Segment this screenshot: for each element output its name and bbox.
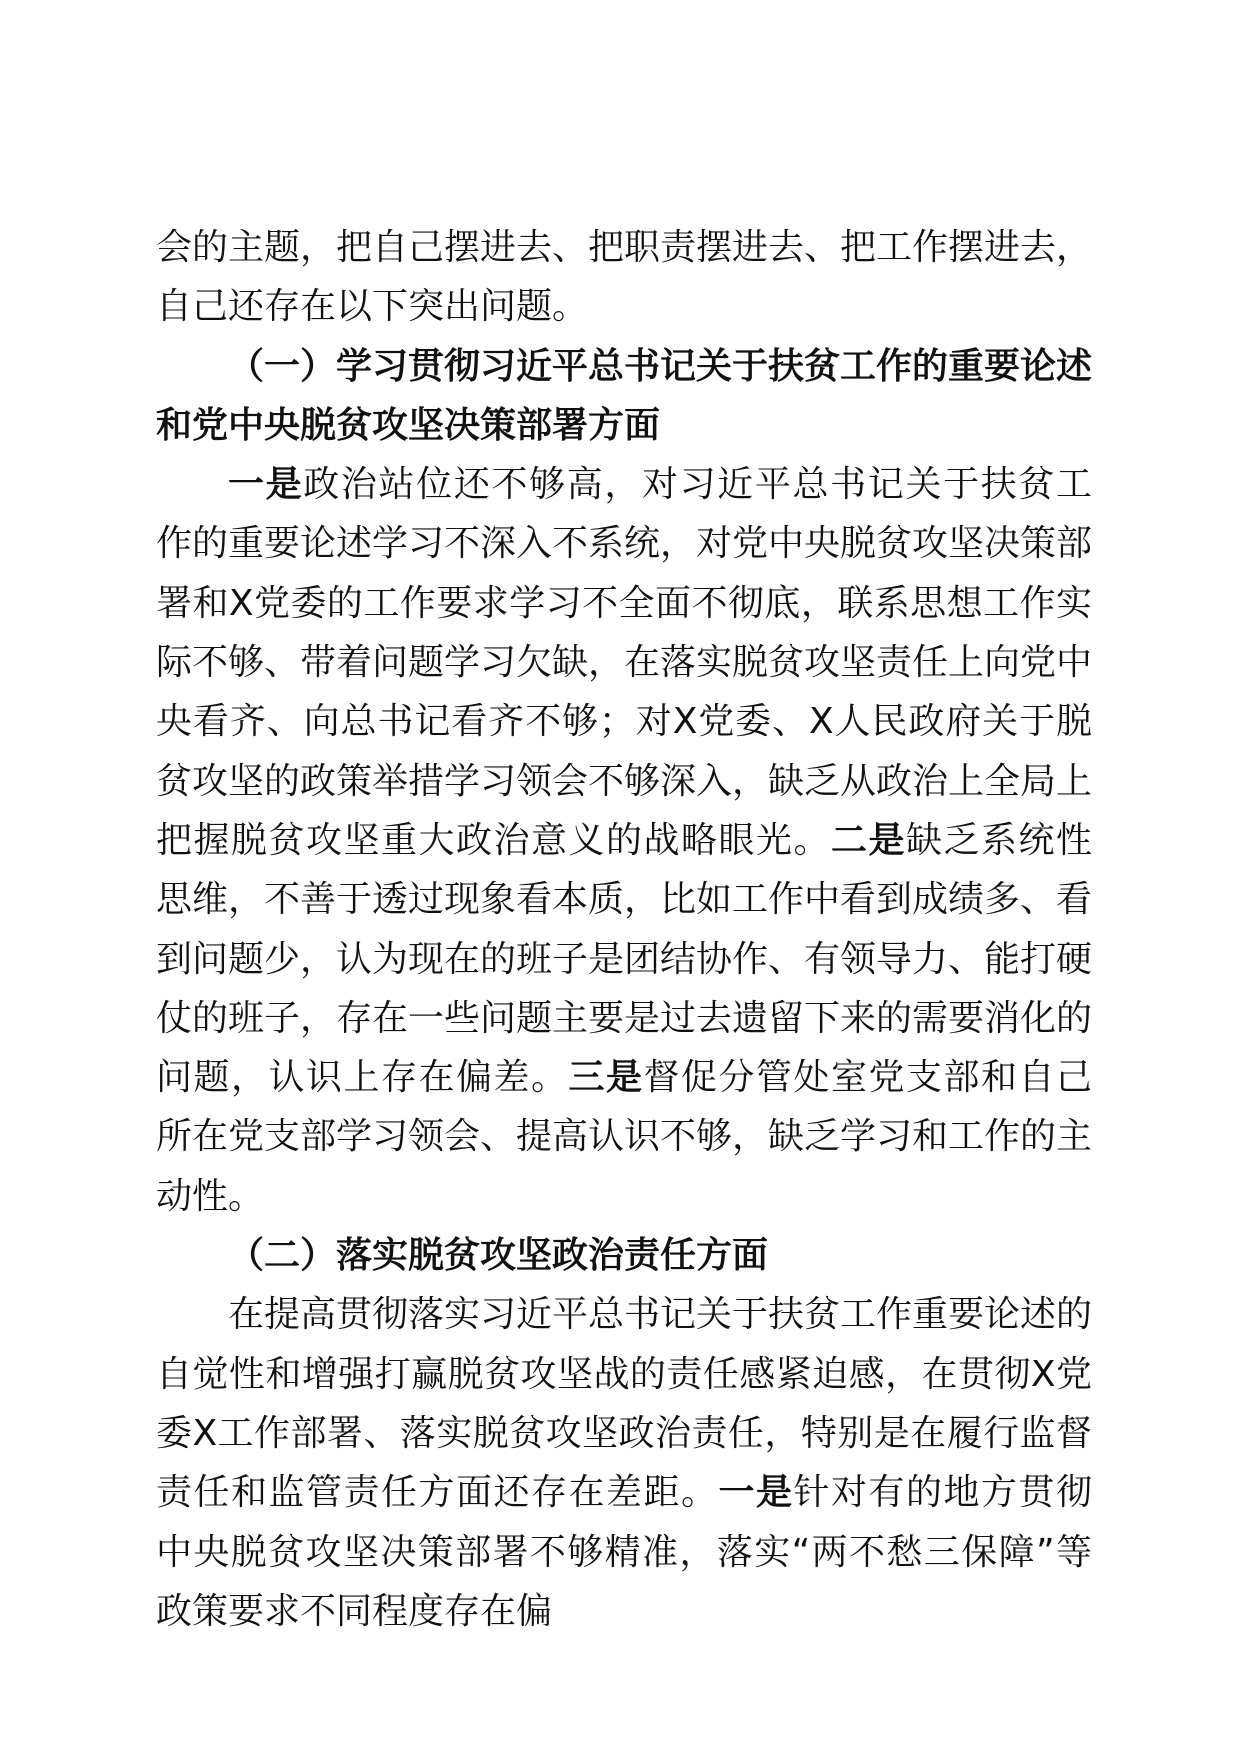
paragraph-section-2 — [156, 1285, 1092, 1641]
point-text-1: 政治站位还不够高，对习近平总书记关于扶贫工作的重要论述学习不深入不系统，对党中央脱贫攻坚决策部署和X党委的工作要求学习不全面不彻底，联系思想工作实际不够、带着问题学习欠缺，在落实脱贫攻坚责任上向党中央看齐、向总书记看齐不够；对X党委、X人民政府关于脱贫攻坚的政策举措学习领会不够深入，缺乏从政治上全局上把握脱贫攻坚重大政治意义的战略眼光。 — [156, 464, 1093, 861]
section-2-text-1: 在提高贯彻落实习近平总书记关于扶贫工作重要论述的自觉性和增强打赢脱贫攻坚战的责任感紧迫感，在贯彻X党委X工作部署、落实脱贫攻坚政治责任，特别是在履行监督责任和监管责任方面还存在差距。 — [156, 1294, 1093, 1514]
paragraph-intro-text: 会的主题，把自己摆进去、把职责摆进去、把工作摆进去，自己还存在以下突出问题。 — [156, 227, 1093, 328]
section-heading-2 — [156, 1226, 1092, 1285]
point-text-3: 督促分管处室党支部和自己所在党支部学习领会、提高认识不够，缺乏学习和工作的主动性。 — [156, 1057, 1093, 1217]
point-marker-2: 二是 — [830, 819, 906, 861]
section-heading-1 — [156, 337, 1092, 456]
point-text-2: 缺乏系统性思维，不善于透过现象看本质，比如工作中看到成绩多、看到问题少，认为现在的班子是团结协作、有领导力、能打硬仗的班子，存在一些问题主要是过去遗留下来的需要消化的问题，认识上存在偏差。 — [156, 819, 1093, 1099]
paragraph-intro — [156, 218, 1092, 337]
section-2-point-marker-1: 一是 — [718, 1472, 794, 1514]
section-2-text-2: 针对有的地方贯彻中央脱贫攻坚决策部署不够精准，落实“两不愁三保障”等政策要求不同程度存在偏 — [156, 1472, 1092, 1632]
section-heading-2-text: （二）落实脱贫攻坚政治责任方面 — [228, 1235, 769, 1277]
paragraph-section-1 — [156, 455, 1092, 1226]
section-heading-1-text: （一）学习贯彻习近平总书记关于扶贫工作的重要论述和党中央脱贫攻坚决策部署方面 — [156, 345, 1093, 446]
point-marker-1: 一是 — [228, 464, 304, 506]
point-marker-3: 三是 — [568, 1057, 644, 1099]
document-page — [156, 218, 1092, 1641]
